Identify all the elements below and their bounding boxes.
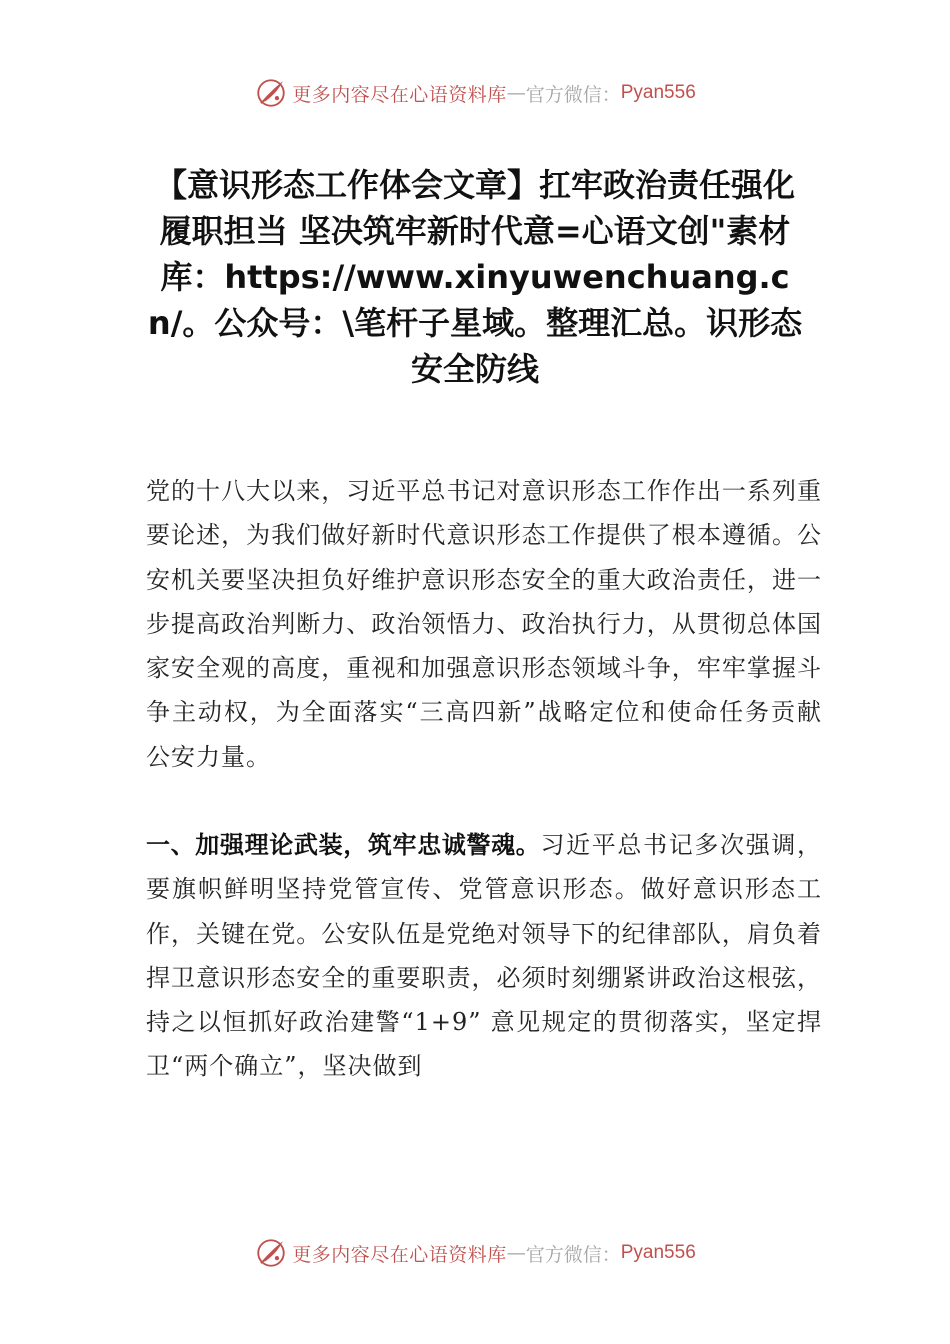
banner-wechat-id: Pyan556 xyxy=(620,82,696,103)
banner-wechat-label: 官方微信： xyxy=(525,83,621,106)
banner-text: 更多内容尽在心语资料库 xyxy=(292,1243,507,1266)
section-heading: 一、加强理论武装，筑牢忠诚警魂。 xyxy=(146,831,541,859)
banner-wechat-id: Pyan556 xyxy=(620,1242,696,1263)
document-title: 【意识形态工作体会文章】扛牢政治责任强化履职担当 坚决筑牢新时代意=心语文创"素材库：https://www.xinyuwenchuang.cn/。公众号：\笔杆子星域。整理汇总。识形态安全防线 xyxy=(147,166,803,388)
banner-wechat-label: 官方微信： xyxy=(525,1243,621,1266)
banner-text: 更多内容尽在心语资料库 xyxy=(292,83,507,106)
quill-pen-logo-icon xyxy=(254,1236,288,1270)
banner-separator: — xyxy=(506,1242,526,1264)
paragraph-text: 习近平总书记多次强调，要旗帜鲜明坚持党管宣传、党管意识形态。做好意识形态工作，关键在党。公安队伍是党绝对领导下的纪律部队，肩负着捍卫意识形态安全的重要职责，必须时刻绷紧讲政治这根弦，持之以恒抓好政治建警“1+9” 意见规定的贯彻落实，坚定捍卫“两个确立”，坚决做到 xyxy=(146,831,823,1081)
banner-separator: — xyxy=(506,82,526,104)
paragraph-text: 党的十八大以来，习近平总书记对意识形态工作作出一系列重要论述，为我们做好新时代意识形态工作提供了根本遵循。公安机关要坚决担负好维护意识形态安全的重大政治责任，进一步提高政治判断力、政治领悟力、政治执行力，从贯彻总体国家安全观的高度，重视和加强意识形态领域斗争，牢牢掌握斗争主动权，为全面落实“三高四新”战略定位和使命任务贡献公安力量。 xyxy=(146,477,822,771)
body-paragraph xyxy=(146,469,822,779)
header-banner xyxy=(0,73,950,113)
quill-pen-logo-icon xyxy=(254,76,288,110)
body-paragraph xyxy=(146,823,822,1089)
footer-banner xyxy=(0,1233,950,1273)
